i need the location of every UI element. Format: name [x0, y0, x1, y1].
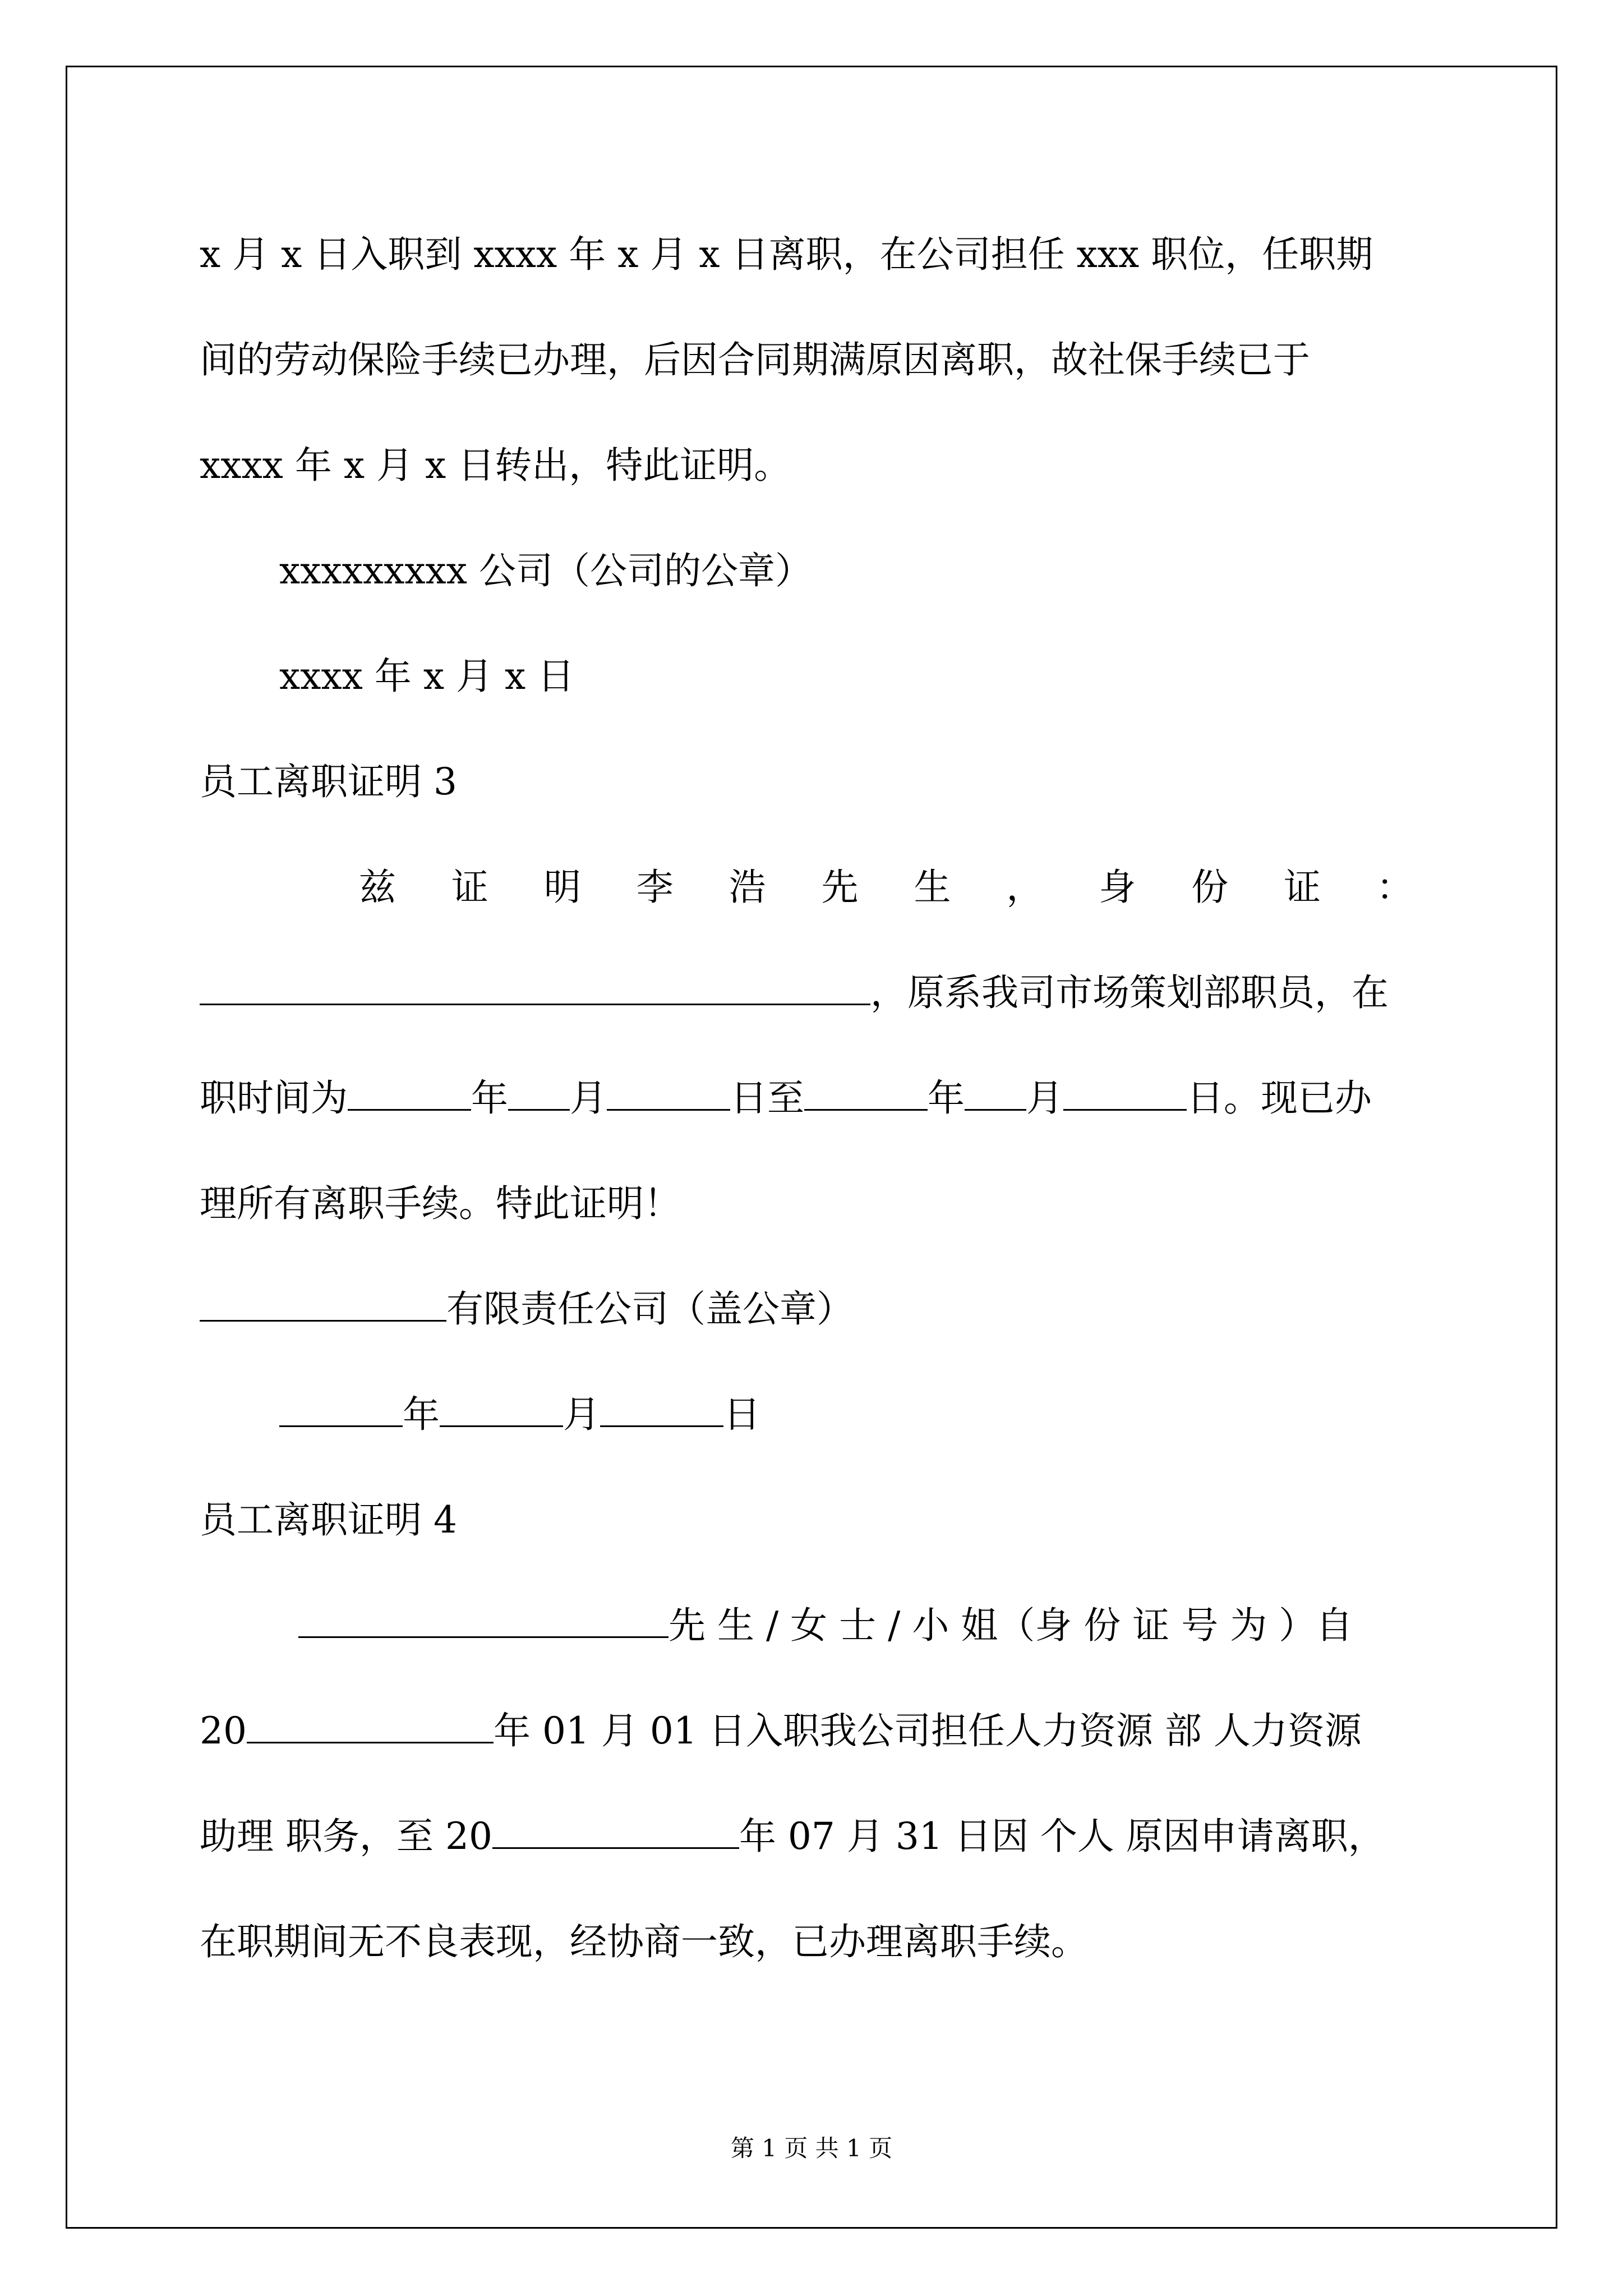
- char: 生: [914, 866, 951, 909]
- char: 李: [636, 866, 674, 909]
- char: 证: [1284, 866, 1321, 909]
- paragraph-line: 助理 职务，至 20 年 07 月 31 日因 个人 原因申请离职，: [200, 1815, 1385, 1858]
- fill-blank: [440, 1392, 563, 1427]
- fill-blank: [1063, 1075, 1187, 1111]
- paragraph-line: xxxx 年 x 月 x 日转出，特此证明。: [200, 444, 791, 487]
- fill-blank: [279, 1392, 403, 1427]
- section-heading-4: 员工离职证明 4: [200, 1498, 457, 1542]
- fill-blank: [247, 1708, 494, 1743]
- char: ，: [1006, 866, 1044, 909]
- fill-blank: [200, 970, 870, 1005]
- section-heading-3: 员工离职证明 3: [200, 760, 457, 803]
- date-line: 年 月 日: [279, 1389, 760, 1441]
- fill-blank: [965, 1075, 1026, 1111]
- fill-blank: [804, 1075, 928, 1111]
- fill-blank: [607, 1075, 730, 1111]
- date-line: xxxx 年 x 月 x 日: [279, 655, 575, 698]
- paragraph-line: 先 生 / 女 士 / 小 姐（身 份 证 号 为 ）自: [298, 1600, 1353, 1651]
- paragraph-line: 在职期间无不良表现，经协商一致，已办理离职手续。: [200, 1920, 1088, 1963]
- fill-blank: [492, 1814, 739, 1849]
- paragraph-line: 20 年 01 月 01 日入职我公司担任人力资源 部 人力资源: [200, 1709, 1362, 1752]
- paragraph-line: 间的劳动保险手续已办理，后因合同期满原因离职，故社保手续已于: [200, 338, 1310, 381]
- fill-blank: [298, 1603, 668, 1638]
- paragraph-line: 理所有离职手续。特此证明！: [200, 1182, 681, 1225]
- company-seal-line: 有限责任公司（盖公章）: [200, 1283, 854, 1335]
- fill-blank: [600, 1392, 723, 1427]
- paragraph-line: 职时间为 年 月 日至 年 月 日。现已办: [200, 1076, 1372, 1120]
- fill-blank: [200, 1286, 446, 1322]
- char: ：: [1376, 866, 1413, 909]
- paragraph-line: ，原系我司市场策划部职员，在: [200, 967, 1389, 1019]
- justified-line: [359, 862, 1413, 913]
- char: 先: [821, 866, 859, 909]
- char: 身: [1099, 866, 1136, 909]
- fill-blank: [508, 1075, 570, 1111]
- company-seal-line: xxxxxxxxx 公司（公司的公章）: [279, 549, 812, 592]
- page-footer: 第 1 页 共 1 页: [730, 2134, 893, 2162]
- fill-blank: [348, 1075, 471, 1111]
- page-border: [66, 66, 1557, 2229]
- paragraph-line: x 月 x 日入职到 xxxx 年 x 月 x 日离职，在公司担任 xxx 职位，任职期: [200, 233, 1373, 276]
- char: 兹: [359, 866, 396, 909]
- char: 证: [451, 866, 488, 909]
- char: 浩: [728, 866, 766, 909]
- char: 明: [543, 866, 581, 909]
- char: 份: [1191, 866, 1229, 909]
